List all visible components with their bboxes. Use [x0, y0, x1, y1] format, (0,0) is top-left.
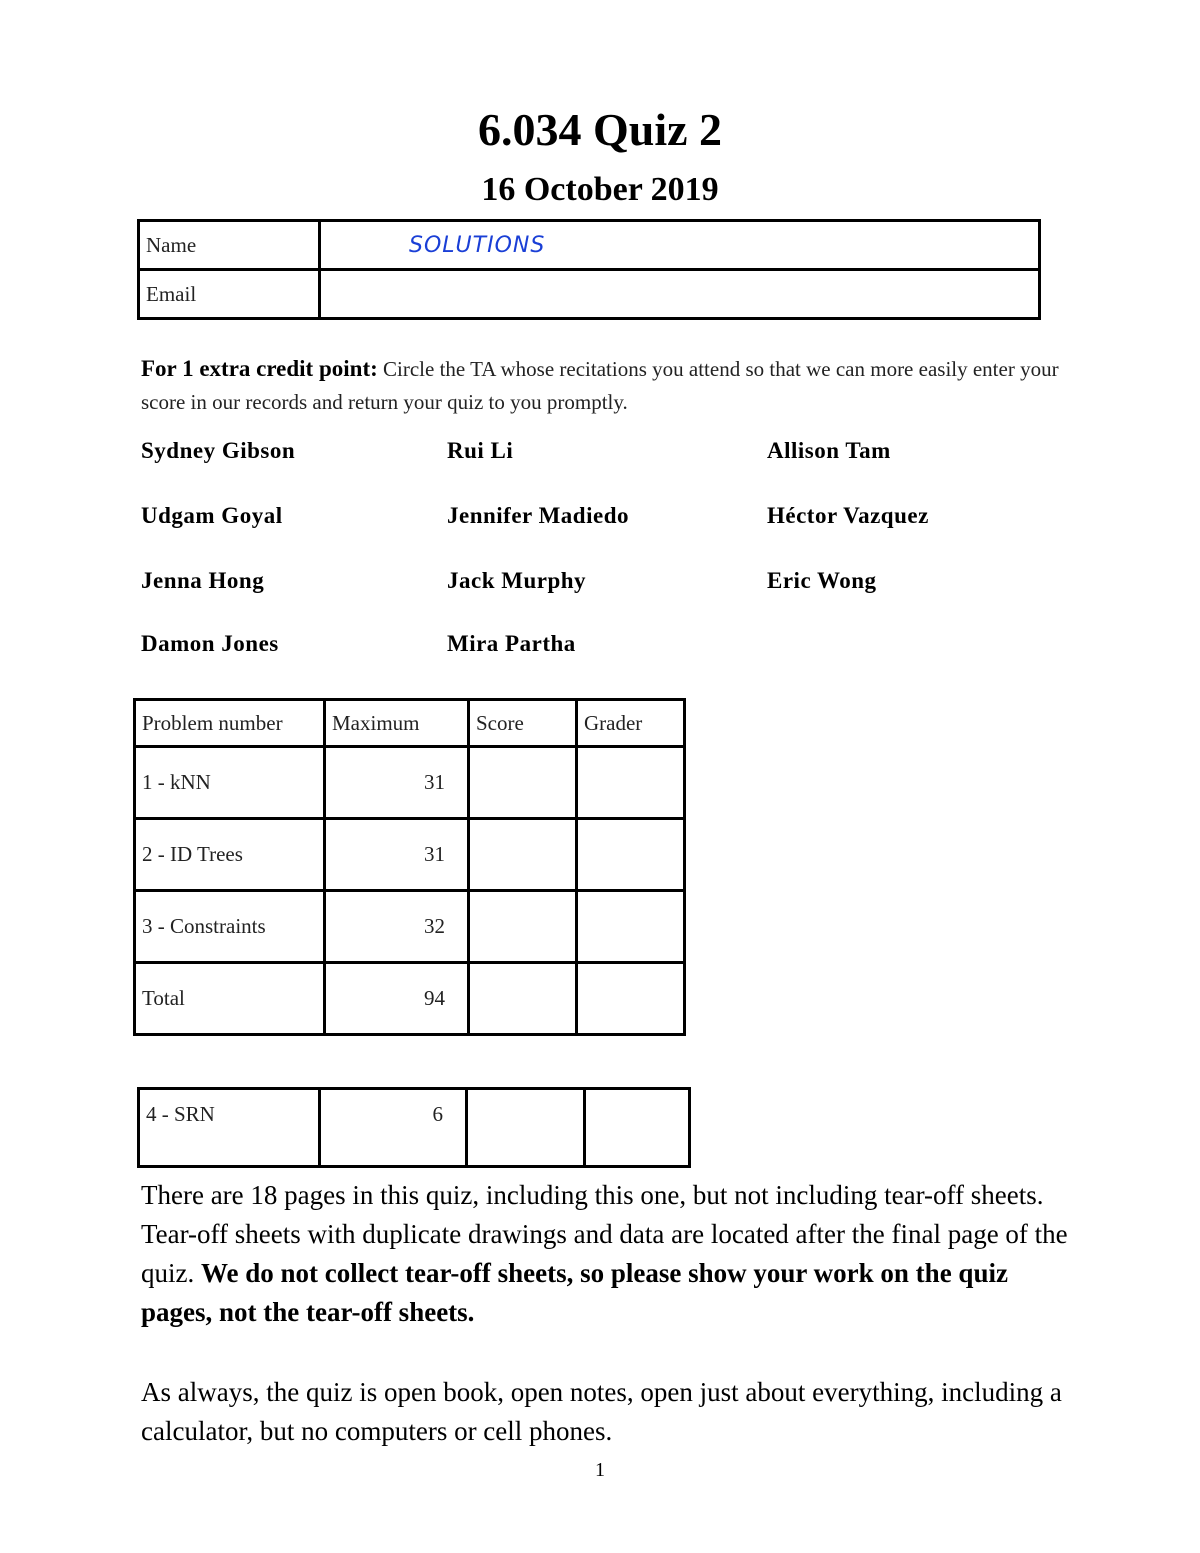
header-grader: Grader	[577, 700, 685, 747]
quiz-title: 6.034 Quiz 2	[477, 104, 723, 155]
instructions-plain: There are 18 pages in this quiz, including this one, but not including tear-off sheets. Tear-off sheets with duplicate drawings and data are located after the final page of the quiz.	[141, 1180, 1068, 1288]
problem-cell: 4 - SRN	[139, 1089, 320, 1167]
table-row	[139, 1089, 690, 1167]
ta-name[interactable]: Rui Li	[447, 438, 514, 463]
quiz-date: 16 October 2019	[481, 171, 719, 208]
grader-cell[interactable]	[577, 963, 685, 1035]
extra-credit-lead: For 1 extra credit point:	[141, 356, 378, 381]
name-label: Name	[139, 221, 320, 270]
maximum-cell: 31	[325, 819, 469, 891]
ta-name[interactable]: Udgam Goyal	[141, 503, 283, 528]
ta-name[interactable]: Eric Wong	[767, 568, 877, 593]
ta-name[interactable]: Mira Partha	[447, 631, 576, 656]
table-row	[135, 747, 685, 819]
score-cell[interactable]	[469, 819, 577, 891]
email-field[interactable]	[320, 270, 1040, 319]
ta-name[interactable]: Jenna Hong	[141, 568, 265, 593]
table-row	[135, 891, 685, 963]
problem-cell: 1 - kNN	[135, 747, 325, 819]
grader-cell[interactable]	[577, 891, 685, 963]
instructions-paragraph	[141, 1176, 1071, 1332]
maximum-cell: 94	[325, 963, 469, 1035]
problem-cell: Total	[135, 963, 325, 1035]
maximum-cell: 31	[325, 747, 469, 819]
table-row	[135, 963, 685, 1035]
maximum-cell: 6	[320, 1089, 467, 1167]
header-maximum: Maximum	[325, 700, 469, 747]
ta-name[interactable]: Jennifer Madiedo	[447, 503, 629, 528]
problem-cell: 3 - Constraints	[135, 891, 325, 963]
ta-name[interactable]: Damon Jones	[141, 631, 279, 656]
identity-table	[137, 219, 1041, 320]
header-problem-number: Problem number	[135, 700, 325, 747]
score-cell[interactable]	[469, 891, 577, 963]
email-row	[139, 270, 1040, 319]
instructions-bold: We do not collect tear-off sheets, so please show your work on the quiz pages, not the tear-off sheets.	[141, 1258, 1008, 1327]
maximum-cell: 32	[325, 891, 469, 963]
problem-cell: 2 - ID Trees	[135, 819, 325, 891]
name-field[interactable]: SOLUTIONS	[320, 221, 1040, 270]
grader-cell[interactable]	[577, 819, 685, 891]
srn-table	[137, 1087, 691, 1168]
score-table-header	[135, 700, 685, 747]
open-book-paragraph: As always, the quiz is open book, open notes, open just about everything, including a calculator, but no computers or cell phones.	[141, 1377, 1062, 1446]
extra-credit-text: Circle the TA whose recitations you attend so that we can more easily enter your score in our records and return your quiz to you promptly.	[141, 357, 1059, 414]
score-cell[interactable]	[467, 1089, 585, 1167]
grader-cell[interactable]	[577, 747, 685, 819]
extra-credit-note	[141, 352, 1061, 419]
table-row	[135, 819, 685, 891]
grader-cell[interactable]	[585, 1089, 690, 1167]
page-number: 1	[595, 1459, 605, 1481]
ta-name[interactable]: Allison Tam	[767, 438, 891, 463]
name-row	[139, 221, 1040, 270]
ta-name[interactable]: Héctor Vazquez	[767, 503, 929, 528]
email-label: Email	[139, 270, 320, 319]
ta-name[interactable]: Sydney Gibson	[141, 438, 296, 463]
score-cell[interactable]	[469, 963, 577, 1035]
score-cell[interactable]	[469, 747, 577, 819]
score-table	[133, 698, 686, 1036]
ta-name[interactable]: Jack Murphy	[447, 568, 587, 593]
header-score: Score	[469, 700, 577, 747]
